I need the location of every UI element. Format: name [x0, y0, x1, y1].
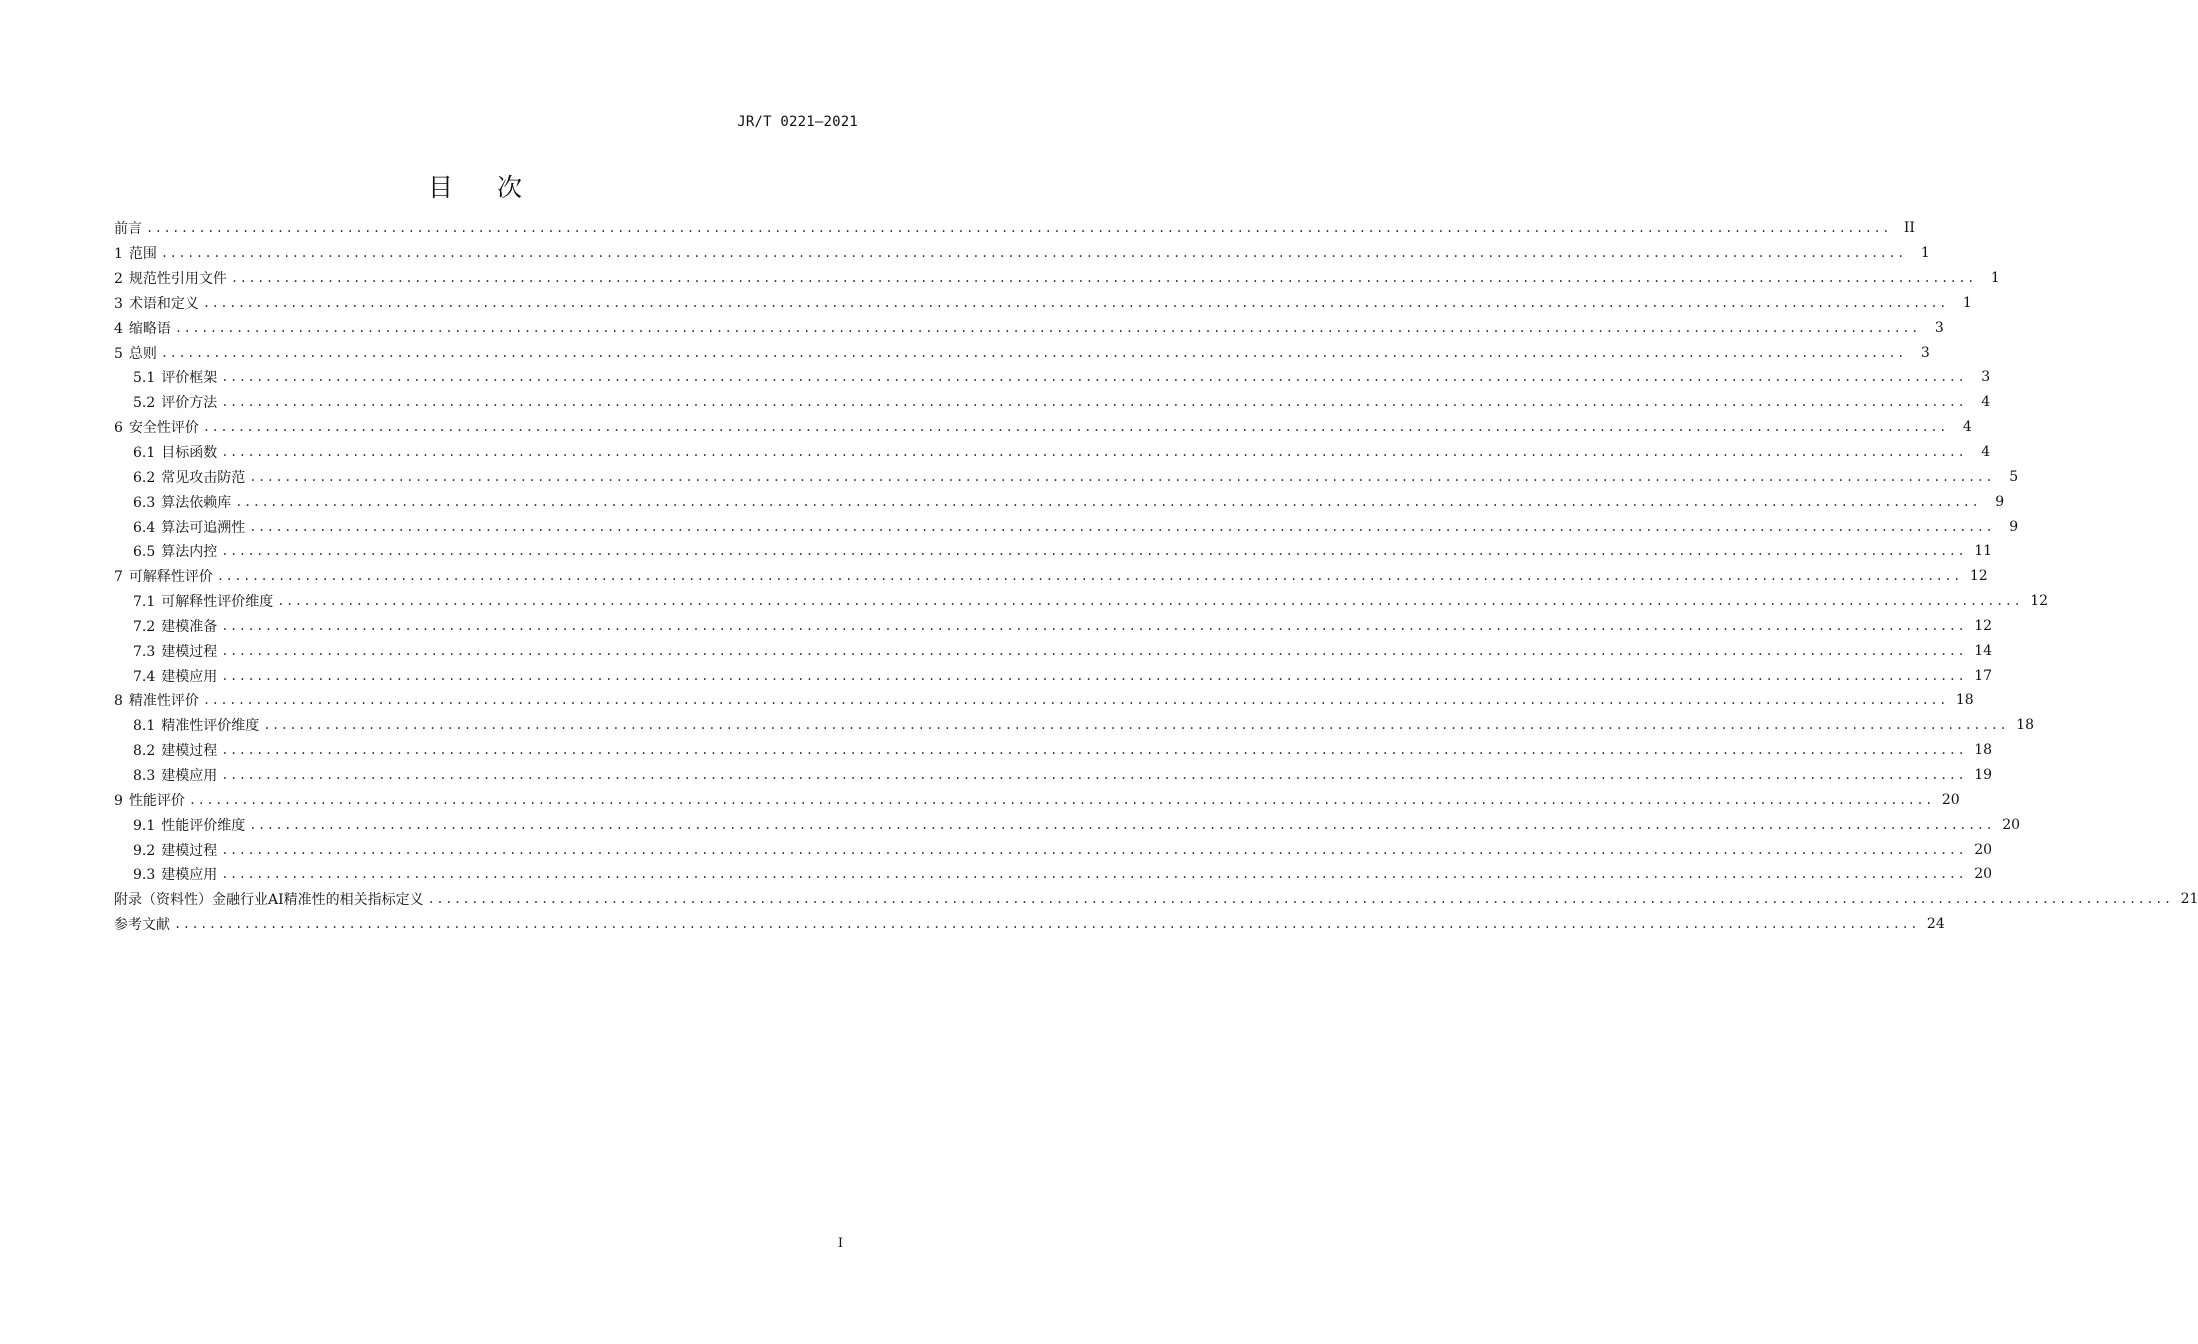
toc-entry-label: 安全性评价 — [128, 420, 199, 437]
toc-entry-label-group — [114, 268, 231, 288]
toc-entry-page: 20 — [1974, 866, 1993, 883]
toc-entry-page: 9 — [1995, 493, 2005, 510]
toc-entry[interactable] — [114, 291, 1972, 316]
toc-dot-leader: ........................................................................................................................................................................................................ — [221, 842, 1967, 857]
toc-entry-number: 9.2 — [133, 842, 156, 859]
toc-dot-leader: ........................................................................................................................................................................................................ — [221, 618, 1967, 633]
toc-entry-label-group — [114, 889, 428, 909]
toc-entry-label-group — [133, 740, 221, 760]
toc-entry-label: 算法依赖库 — [161, 494, 232, 511]
toc-entry-page: 12 — [1974, 617, 1993, 634]
toc-entry-page: 1 — [1920, 245, 1930, 262]
toc-entry-label: 性能评价 — [128, 792, 185, 809]
toc-entry-page: 18 — [2016, 717, 2035, 734]
toc-dot-leader: ........................................................................................................................................................................................................ — [188, 792, 1934, 807]
toc-entry[interactable] — [114, 241, 1930, 266]
toc-entry-number: 7 — [114, 569, 123, 586]
toc-entry-label-group — [133, 864, 221, 884]
toc-entry[interactable] — [114, 812, 2021, 837]
toc-entry-page: 20 — [1974, 841, 1993, 858]
toc-entry-number: 6.4 — [133, 519, 156, 536]
toc-dot-leader: ........................................................................................................................................................................................................ — [146, 221, 1891, 236]
toc-entry[interactable] — [114, 738, 1993, 763]
toc-entry[interactable] — [114, 489, 2005, 514]
toc-entry-label: 建模应用 — [161, 867, 218, 884]
toc-entry-label-group — [114, 790, 189, 810]
toc-dot-leader: ........................................................................................................................................................................................................ — [249, 519, 1995, 534]
toc-entry-label-group — [133, 765, 221, 785]
toc-entry-number: 7.3 — [133, 643, 156, 660]
toc-entry-number: 2 — [114, 271, 123, 288]
toc-entry-label-group — [133, 666, 221, 686]
toc-entry-page: 18 — [1974, 742, 1993, 759]
toc-entry-number: 5.2 — [133, 395, 156, 412]
toc-dot-leader: ........................................................................................................................................................................................................ — [235, 494, 1981, 509]
toc-entry-number: 8 — [114, 693, 123, 710]
toc-entry[interactable] — [114, 688, 1974, 713]
toc-entry-page: 3 — [1934, 319, 1944, 336]
toc-entry-label: 常见攻击防范 — [161, 469, 246, 486]
toc-entry[interactable] — [114, 663, 1993, 688]
toc-dot-leader: ........................................................................................................................................................................................................ — [160, 246, 1906, 261]
toc-entry[interactable] — [114, 763, 1993, 788]
toc-entry-number: 7.1 — [133, 594, 156, 611]
toc-entry[interactable] — [114, 713, 2035, 738]
toc-entry-label-group — [133, 616, 221, 636]
toc-entry-label: 范围 — [128, 246, 157, 263]
toc-entry-label-group — [133, 541, 221, 561]
toc-entry[interactable] — [114, 837, 1993, 862]
toc-entry-number: 4 — [114, 320, 123, 337]
toc-dot-leader: ........................................................................................................................................................................................................ — [221, 544, 1967, 559]
toc-entry-number: 8.3 — [133, 767, 156, 784]
toc-entry-number: 5.1 — [133, 370, 156, 387]
toc-entry-page: II — [1903, 220, 1915, 237]
toc-entry-page: 11 — [1974, 543, 1993, 560]
toc-entry-label: 建模过程 — [161, 743, 218, 760]
toc-dot-leader: ........................................................................................................................................................................................................ — [263, 718, 2009, 733]
toc-entry-label: 建模应用 — [161, 767, 218, 784]
toc-dot-leader: ........................................................................................................................................................................................................ — [160, 345, 1906, 360]
toc-dot-leader: ........................................................................................................................................................................................................ — [174, 320, 1920, 335]
toc-dot-leader: ........................................................................................................................................................................................................ — [277, 594, 2023, 609]
toc-entry-label: 建模过程 — [161, 842, 218, 859]
toc-entry[interactable] — [114, 589, 2049, 614]
toc-entry-label: 附录（资料性）金融行业AI精准性的相关指标定义 — [114, 892, 424, 909]
toc-entry-label-group — [133, 815, 249, 835]
toc-entry-label-group — [133, 467, 249, 487]
toc-entry-page: 20 — [1941, 791, 1960, 808]
toc-entry-label-group — [114, 566, 217, 586]
toc-dot-leader: ........................................................................................................................................................................................................ — [249, 817, 1995, 832]
toc-entry[interactable] — [114, 539, 1993, 564]
toc-entry-page: 14 — [1974, 642, 1993, 659]
toc-entry-page: 20 — [2002, 816, 2021, 833]
toc-entry[interactable] — [114, 614, 1993, 639]
toc-entry-number: 3 — [114, 295, 123, 312]
toc-entry-label-group — [133, 641, 221, 661]
toc-entry-number: 9.1 — [133, 817, 156, 834]
toc-dot-leader: ........................................................................................................................................................................................................ — [216, 569, 1962, 584]
toc-entry-page: 4 — [1981, 444, 1991, 461]
toc-entry-number: 9 — [114, 792, 123, 809]
toc-entry-label-group — [114, 417, 203, 437]
toc-entry-label: 总则 — [128, 345, 157, 362]
toc-entry-page: 3 — [1981, 369, 1991, 386]
toc-entry-page: 24 — [1926, 916, 1945, 933]
toc-dot-leader: ........................................................................................................................................................................................................ — [202, 295, 1948, 310]
toc-entry-label: 性能评价维度 — [161, 817, 246, 834]
toc-entry-page: 1 — [1962, 294, 1972, 311]
toc-entry-number: 6.2 — [133, 469, 156, 486]
toc-entry-page: 3 — [1920, 344, 1930, 361]
toc-entry-label: 参考文献 — [114, 917, 170, 934]
toc-entry-label-group — [114, 690, 203, 710]
toc-entry-label: 规范性引用文件 — [128, 271, 227, 288]
toc-entry-label-group — [114, 218, 146, 238]
toc-entry-label-group — [114, 293, 203, 313]
toc-entry[interactable] — [114, 365, 1991, 390]
toc-dot-leader: ........................................................................................................................................................................................................ — [230, 271, 1976, 286]
toc-entry-page: 12 — [1969, 568, 1988, 585]
toc-entry[interactable] — [114, 390, 1991, 415]
toc-entry-number: 5 — [114, 345, 123, 362]
toc-entry[interactable] — [114, 415, 1972, 440]
toc-entry-page: 18 — [1955, 692, 1974, 709]
toc-entry[interactable] — [114, 340, 1930, 365]
toc-entry-label: 评价方法 — [161, 395, 218, 412]
toc-dot-leader: ........................................................................................................................................................................................................ — [174, 917, 1919, 932]
toc-entry-number: 6.5 — [133, 544, 156, 561]
toc-entry[interactable] — [114, 440, 1991, 465]
toc-entry[interactable] — [114, 216, 1915, 241]
toc-entry[interactable] — [114, 887, 2198, 912]
toc-entry-label-group — [114, 243, 161, 263]
toc-entry-number: 8.2 — [133, 743, 156, 760]
toc-entry-label: 建模应用 — [161, 668, 218, 685]
toc-entry-label-group — [133, 517, 249, 537]
toc-dot-leader: ........................................................................................................................................................................................................ — [202, 693, 1948, 708]
toc-dot-leader: ........................................................................................................................................................................................................ — [221, 643, 1967, 658]
toc-dot-leader: ........................................................................................................................................................................................................ — [249, 469, 1995, 484]
toc-dot-leader: ........................................................................................................................................................................................................ — [221, 445, 1967, 460]
toc-entry-page: 19 — [1974, 766, 1993, 783]
toc-entry-number: 9.3 — [133, 867, 156, 884]
toc-entry-number: 7.4 — [133, 668, 156, 685]
toc-entry-page: 1 — [1990, 270, 2000, 287]
toc-entry-label: 算法内控 — [161, 544, 218, 561]
toc-entry-page: 9 — [2009, 518, 2019, 535]
toc-dot-leader: ........................................................................................................................................................................................................ — [221, 867, 1967, 882]
toc-entry-label: 算法可追溯性 — [161, 519, 246, 536]
toc-dot-leader: ........................................................................................................................................................................................................ — [202, 420, 1948, 435]
toc-entry-label: 可解释性评价维度 — [161, 594, 274, 611]
toc-entry-number: 8.1 — [133, 718, 156, 735]
toc-entry-label: 缩略语 — [128, 320, 171, 337]
toc-entry-label: 精准性评价维度 — [161, 718, 260, 735]
toc-entry-page: 17 — [1974, 667, 1993, 684]
toc-entry[interactable] — [114, 564, 1988, 589]
toc-entry[interactable] — [114, 912, 1945, 937]
page-number: I — [837, 1236, 843, 1251]
toc-entry-label-group — [133, 715, 263, 735]
toc-entry-label: 建模过程 — [161, 643, 218, 660]
toc-entry-label: 精准性评价 — [128, 693, 199, 710]
toc-entry-label: 目标函数 — [161, 445, 218, 462]
toc-entry-label: 建模准备 — [161, 618, 218, 635]
toc-entry-number: 1 — [114, 246, 123, 263]
toc-entry[interactable] — [114, 787, 1960, 812]
toc-dot-leader: ........................................................................................................................................................................................................ — [427, 892, 2173, 907]
toc-entry-number: 7.2 — [133, 618, 156, 635]
toc-dot-leader: ........................................................................................................................................................................................................ — [221, 668, 1967, 683]
toc-entry-label-group — [114, 318, 175, 338]
table-of-contents — [114, 216, 2198, 936]
toc-entry-label-group — [133, 840, 221, 860]
toc-entry[interactable] — [114, 315, 1944, 340]
toc-entry-number: 6.1 — [133, 445, 156, 462]
toc-entry-number: 6 — [114, 420, 123, 437]
toc-entry-page: 4 — [1962, 419, 1972, 436]
toc-entry-label-group — [133, 367, 221, 387]
toc-entry[interactable] — [114, 638, 1993, 663]
toc-dot-leader: ........................................................................................................................................................................................................ — [221, 743, 1967, 758]
document-code: JR/T 0221—2021 — [737, 114, 858, 130]
toc-dot-leader: ........................................................................................................................................................................................................ — [221, 767, 1967, 782]
toc-entry-page: 21 — [2180, 891, 2198, 908]
toc-entry-label: 术语和定义 — [128, 295, 199, 312]
toc-entry-label-group — [133, 442, 221, 462]
toc-entry-label-group — [133, 392, 221, 412]
toc-entry-page: 12 — [2030, 593, 2049, 610]
toc-entry-label: 可解释性评价 — [128, 569, 213, 586]
toc-title: 目 次 — [428, 173, 540, 202]
toc-entry-page: 5 — [2009, 468, 2019, 485]
toc-dot-leader: ........................................................................................................................................................................................................ — [221, 370, 1967, 385]
toc-entry-page: 4 — [1981, 394, 1991, 411]
toc-entry[interactable] — [114, 464, 2019, 489]
toc-entry[interactable] — [114, 862, 1993, 887]
toc-entry-label-group — [133, 591, 277, 611]
toc-dot-leader: ........................................................................................................................................................................................................ — [221, 395, 1967, 410]
toc-entry-label-group — [133, 492, 235, 512]
toc-entry-label-group — [114, 914, 174, 934]
toc-entry-label-group — [114, 343, 161, 363]
toc-entry[interactable] — [114, 514, 2019, 539]
toc-entry-number: 6.3 — [133, 494, 156, 511]
toc-entry[interactable] — [114, 266, 2000, 291]
toc-entry-label: 前言 — [114, 221, 142, 238]
toc-entry-label: 评价框架 — [161, 370, 218, 387]
